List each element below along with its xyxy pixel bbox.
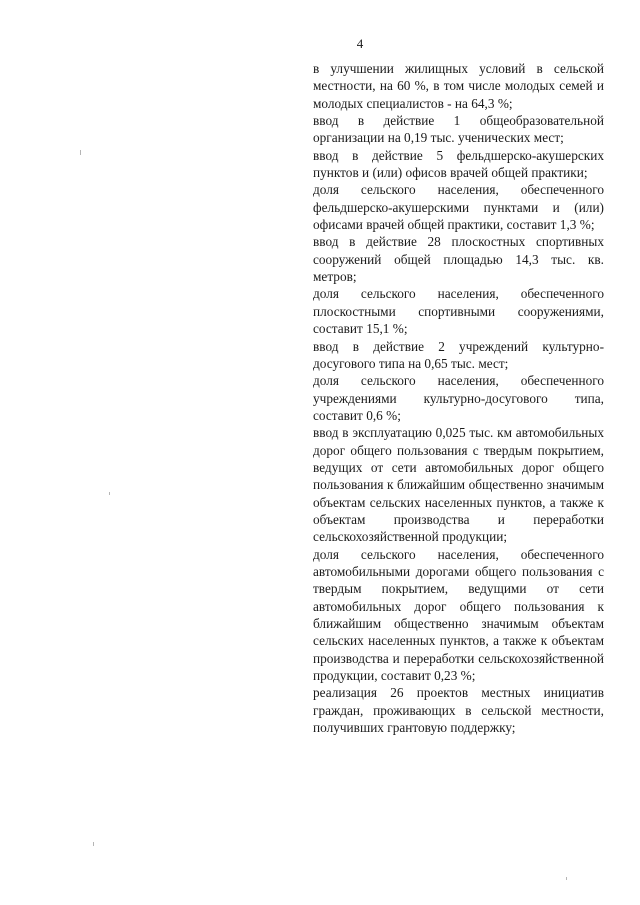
scan-speck	[109, 492, 110, 495]
paragraph-medical-coverage-share: доля сельского населения, обеспеченного фельдшерско-акушерскими пунктами и (или) офисами врачей общей практики, составит 1,3 %;	[313, 182, 604, 233]
paragraph-housing-conditions: в улучшении жилищных условий в сельской местности, на 60 %, в том числе молодых семей и молодых специалистов - на 64,3 %;	[313, 61, 604, 111]
scan-speck	[93, 842, 94, 846]
page-number: 4	[356, 36, 364, 51]
scan-speck	[566, 877, 567, 880]
paragraph-roads-commissioning: ввод в эксплуатацию 0,025 тыс. км автомобильных дорог общего пользования с твердым покрытием, ведущих от сети автомобильных дорог общего пользования к ближайшим общественно значимым объектам сельских населенных пунктов, а также к объектам производства и переработки сельскохозяйственной продукции;	[313, 425, 604, 545]
paragraph-local-initiatives: реализация 26 проектов местных инициатив граждан, проживающих в сельской местности, получивших грантовую поддержку;	[313, 685, 604, 736]
paragraph-roads-coverage-share: доля сельского населения, обеспеченного автомобильными дорогами общего пользования с твердым покрытием, ведущими от сети автомобильных дорог общего пользования к ближайшим общественно значимым объектам сельских населенных пунктов, а также к объектам производства и переработки сельскохозяйственной продукции, составит 0,23 %;	[313, 546, 604, 684]
paragraph-school-commissioning: ввод в действие 1 общеобразовательной организации на 0,19 тыс. ученических мест;	[313, 113, 604, 146]
text-column	[313, 60, 604, 736]
scan-speck	[80, 150, 81, 155]
paragraph-sports-coverage-share: доля сельского населения, обеспеченного плоскостными спортивными сооружениями, составит 15,1 %;	[313, 286, 604, 337]
paragraph-medical-points-commissioning: ввод в действие 5 фельдшерско-акушерских пунктов и (или) офисов врачей общей практики;	[313, 147, 604, 181]
paragraph-cultural-coverage-share: доля сельского населения, обеспеченного учреждениями культурно-досугового типа, составит 0,6 %;	[313, 373, 604, 423]
paragraph-cultural-institutions-commissioning: ввод в действие 2 учреждений культурно-досугового типа на 0,65 тыс. мест;	[313, 338, 604, 371]
paragraph-sports-facilities-commissioning: ввод в действие 28 плоскостных спортивных сооружений общей площадью 14,3 тыс. кв. метров;	[313, 234, 604, 285]
